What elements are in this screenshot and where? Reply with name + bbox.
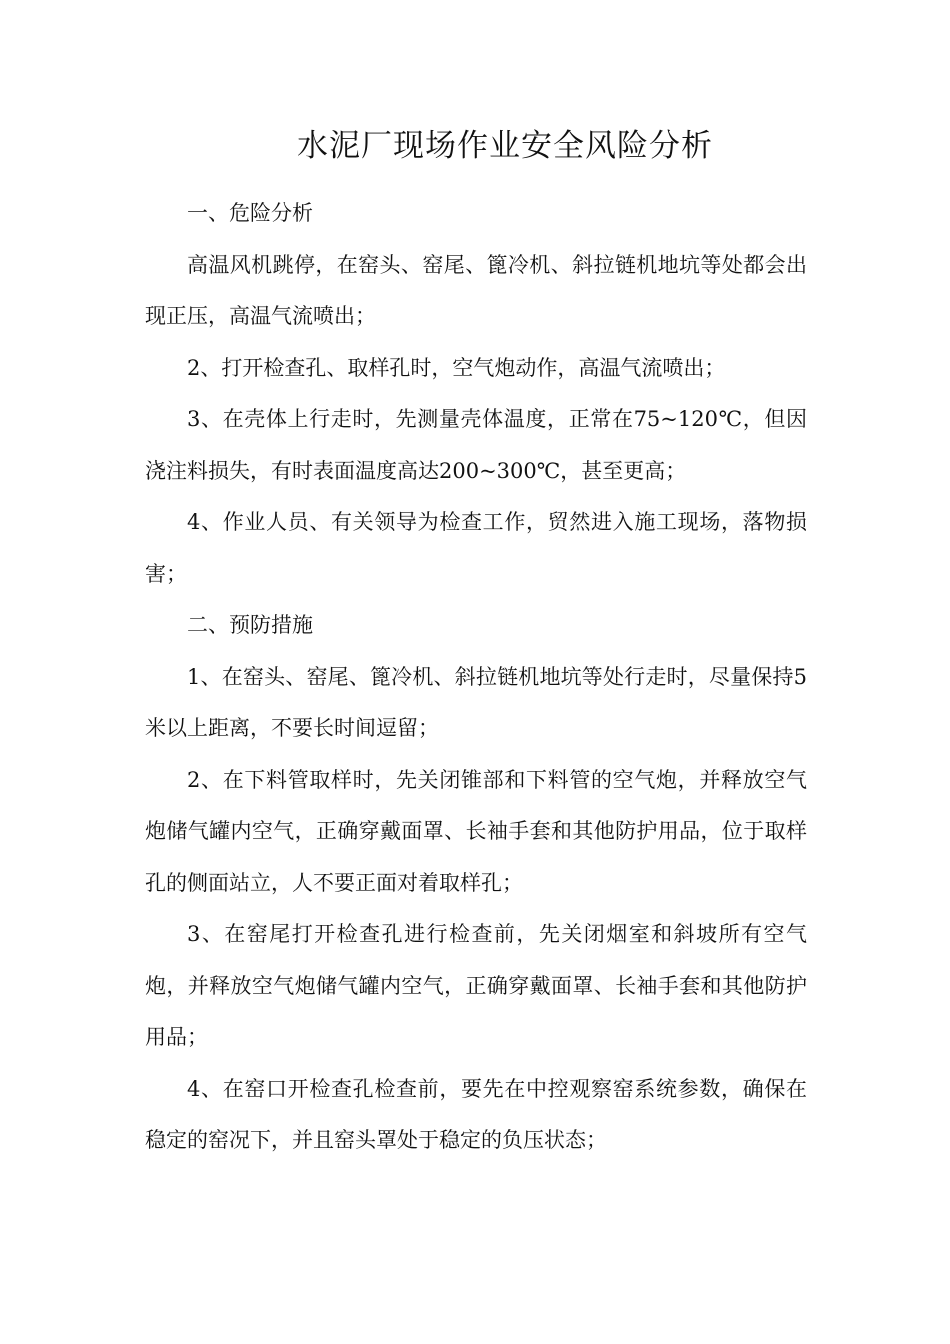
paragraph: 3、在壳体上行走时，先测量壳体温度，正常在75~120℃，但因浇注料损失，有时表面温度高达200~300℃，甚至更高； (145, 407, 807, 483)
paragraph: 4、在窑口开检查孔检查前，要先在中控观察窑系统参数，确保在稳定的窑况下，并且窑头罩处于稳定的负压状态； (145, 1076, 807, 1152)
section-heading-preventive-measures: 二、预防措施 (187, 613, 313, 637)
paragraph: 高温风机跳停，在窑头、窑尾、篦冷机、斜拉链机地坑等处都会出现正压，高温气流喷出； (145, 252, 807, 328)
document-body (145, 188, 807, 1167)
paragraph: 1、在窑头、窑尾、篦冷机、斜拉链机地坑等处行走时，尽量保持5米以上距离，不要长时间逗留； (145, 664, 807, 740)
paragraph: 4、作业人员、有关领导为检查工作，贸然进入施工现场，落物损害； (145, 510, 807, 586)
paragraph: 3、在窑尾打开检查孔进行检查前，先关闭烟室和斜坡所有空气炮，并释放空气炮储气罐内空气，正确穿戴面罩、长袖手套和其他防护用品； (145, 922, 807, 1049)
paragraph: 2、在下料管取样时，先关闭锥部和下料管的空气炮，并释放空气炮储气罐内空气，正确穿戴面罩、长袖手套和其他防护用品，位于取样孔的侧面站立，人不要正面对着取样孔； (145, 767, 807, 895)
document-title: 水泥厂现场作业安全风险分析 (297, 128, 713, 164)
section-heading-hazard-analysis: 一、危险分析 (187, 201, 313, 225)
paragraph: 2、打开检查孔、取样孔时，空气炮动作，高温气流喷出； (187, 355, 726, 380)
